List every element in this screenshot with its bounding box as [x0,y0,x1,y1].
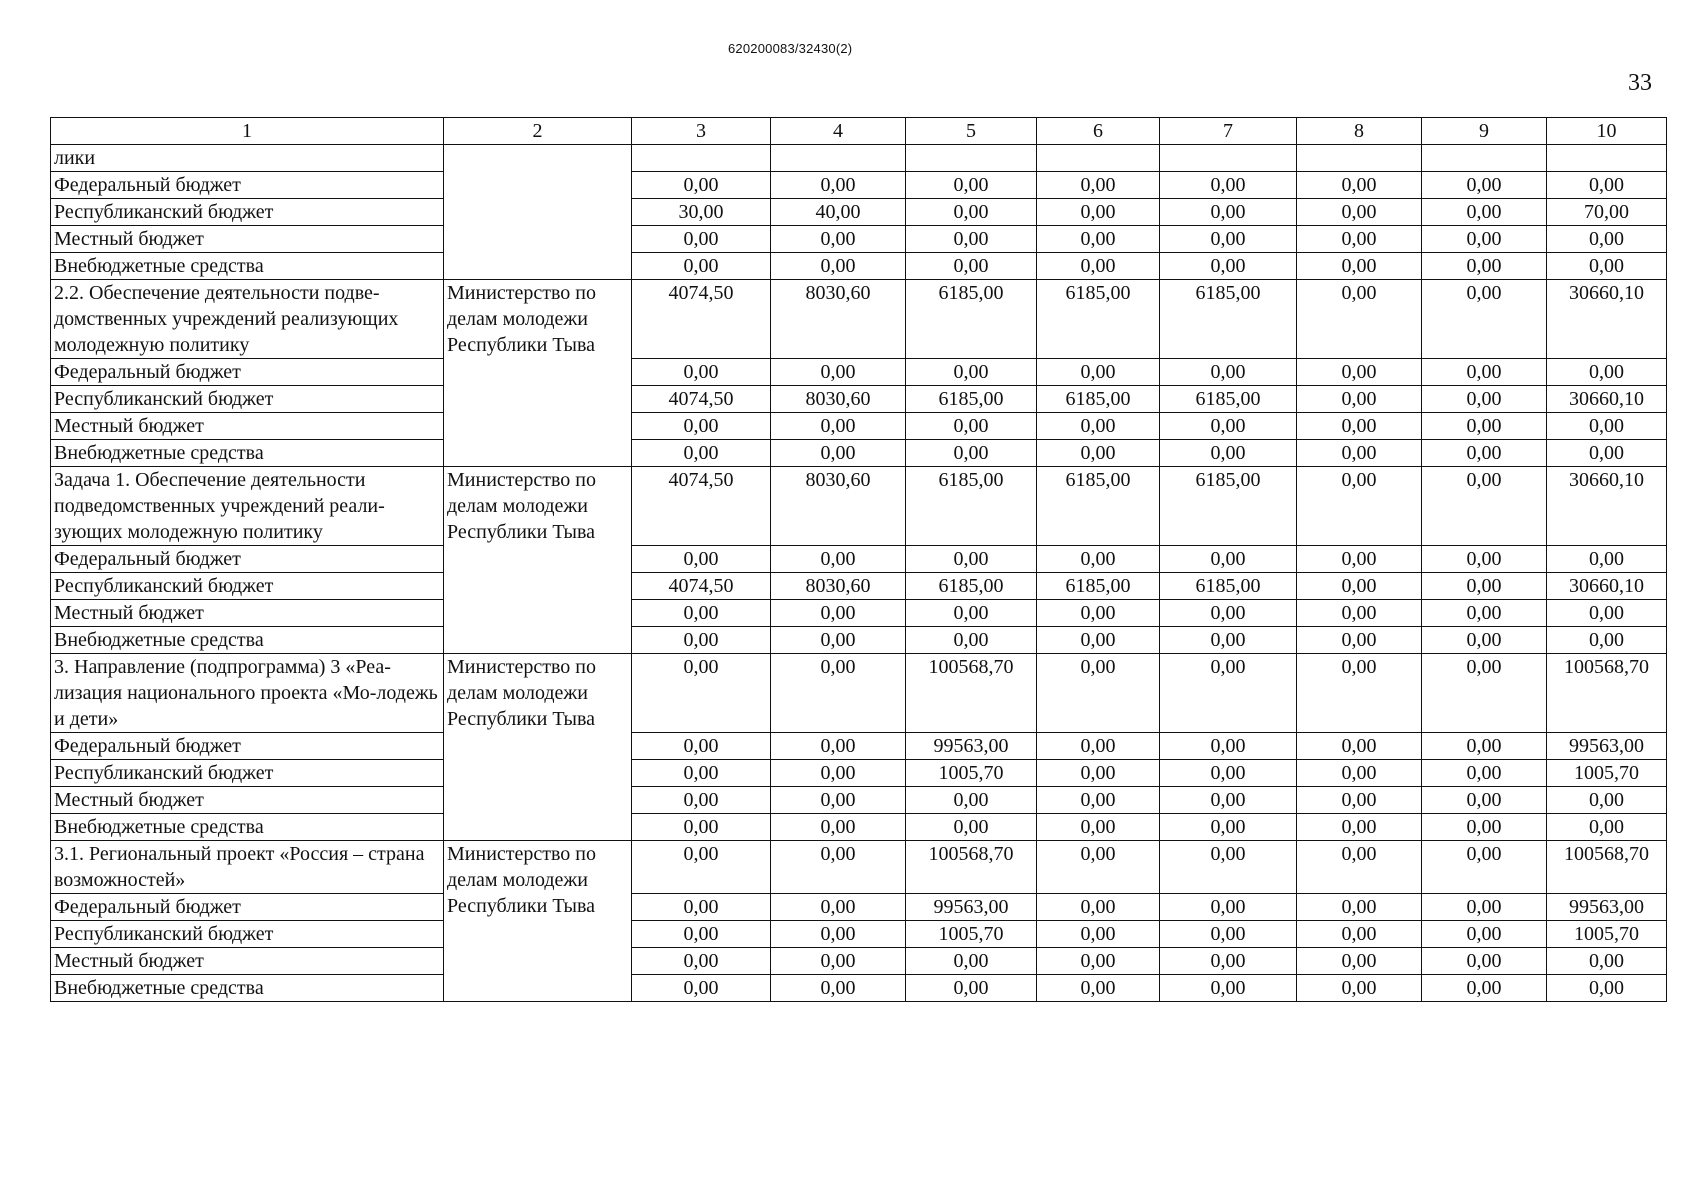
value-cell: 0,00 [632,975,771,1002]
budget-source-cell: Внебюджетные средства [51,440,444,467]
value-cell: 0,00 [1160,948,1297,975]
value-cell: 0,00 [1037,627,1160,654]
value-cell: 0,00 [1297,600,1422,627]
value-cell: 0,00 [1547,226,1667,253]
value-cell: 0,00 [632,921,771,948]
value-cell [1547,145,1667,172]
budget-source-cell: Федеральный бюджет [51,733,444,760]
budget-source-cell: Внебюджетные средства [51,253,444,280]
value-cell: 0,00 [771,894,906,921]
value-cell: 99563,00 [1547,894,1667,921]
table-row [51,975,1667,1002]
value-cell: 0,00 [906,172,1037,199]
value-cell: 0,00 [906,253,1037,280]
value-cell: 0,00 [1160,627,1297,654]
table-row [51,546,1667,573]
table-row [51,814,1667,841]
value-cell: 0,00 [1422,359,1547,386]
value-cell: 0,00 [1160,733,1297,760]
value-cell: 0,00 [771,787,906,814]
value-cell: 0,00 [1422,253,1547,280]
value-cell: 0,00 [1160,172,1297,199]
value-cell: 0,00 [771,921,906,948]
value-cell: 8030,60 [771,386,906,413]
value-cell: 1005,70 [1547,921,1667,948]
value-cell [771,145,906,172]
budget-source-cell: Федеральный бюджет [51,546,444,573]
value-cell: 0,00 [906,199,1037,226]
value-cell: 6185,00 [1160,280,1297,359]
budget-source-cell: Местный бюджет [51,948,444,975]
value-cell: 0,00 [771,359,906,386]
value-cell: 0,00 [1297,467,1422,546]
value-cell: 0,00 [771,413,906,440]
value-cell [1037,145,1160,172]
value-cell: 0,00 [906,440,1037,467]
value-cell: 0,00 [1547,440,1667,467]
value-cell: 100568,70 [906,654,1037,733]
value-cell: 6185,00 [1037,280,1160,359]
value-cell: 0,00 [1037,199,1160,226]
budget-source-cell: Местный бюджет [51,787,444,814]
value-cell: 0,00 [632,654,771,733]
table-row [51,172,1667,199]
value-cell: 99563,00 [906,733,1037,760]
value-cell: 0,00 [771,841,906,894]
budget-source-cell: Республиканский бюджет [51,760,444,787]
value-cell: 0,00 [906,948,1037,975]
value-cell: 99563,00 [906,894,1037,921]
value-cell: 0,00 [1160,600,1297,627]
value-cell: 0,00 [771,440,906,467]
value-cell: 0,00 [906,226,1037,253]
section-title-cell: лики [51,145,444,172]
value-cell: 0,00 [771,253,906,280]
value-cell: 0,00 [1297,440,1422,467]
value-cell: 0,00 [1160,894,1297,921]
value-cell: 0,00 [771,172,906,199]
value-cell: 6185,00 [906,467,1037,546]
value-cell: 1005,70 [906,921,1037,948]
budget-table [50,117,1667,1002]
table-row [51,573,1667,600]
value-cell: 30660,10 [1547,386,1667,413]
table-row [51,600,1667,627]
value-cell: 0,00 [1422,600,1547,627]
value-cell: 6185,00 [1037,467,1160,546]
value-cell: 0,00 [1547,546,1667,573]
value-cell: 0,00 [632,253,771,280]
value-cell: 0,00 [1297,413,1422,440]
value-cell: 0,00 [1422,948,1547,975]
value-cell: 0,00 [1160,253,1297,280]
value-cell: 0,00 [1547,172,1667,199]
budget-source-cell: Республиканский бюджет [51,386,444,413]
value-cell: 0,00 [1547,359,1667,386]
table-row [51,467,1667,546]
value-cell: 0,00 [1037,814,1160,841]
table-row [51,440,1667,467]
value-cell: 0,00 [771,975,906,1002]
value-cell: 0,00 [1422,226,1547,253]
value-cell: 0,00 [1160,921,1297,948]
value-cell: 0,00 [1037,760,1160,787]
value-cell: 0,00 [1422,733,1547,760]
table-row [51,145,1667,172]
value-cell: 0,00 [1037,921,1160,948]
table-row [51,226,1667,253]
value-cell: 0,00 [771,226,906,253]
executor-cell: Министерство по делам молодежи Республики Тыва [444,841,632,1002]
value-cell: 0,00 [1547,948,1667,975]
budget-source-cell: Республиканский бюджет [51,199,444,226]
column-header-row [51,118,1667,145]
value-cell: 0,00 [1037,359,1160,386]
value-cell: 0,00 [771,948,906,975]
table-row [51,841,1667,894]
budget-source-cell: Местный бюджет [51,413,444,440]
value-cell: 0,00 [632,894,771,921]
table-row [51,787,1667,814]
value-cell: 8030,60 [771,573,906,600]
section-title-cell: 3.1. Региональный проект «Россия – страна возможностей» [51,841,444,894]
table-body [51,118,1667,1002]
value-cell: 0,00 [1297,894,1422,921]
value-cell: 0,00 [1297,253,1422,280]
value-cell: 0,00 [1297,841,1422,894]
value-cell: 40,00 [771,199,906,226]
value-cell [1297,145,1422,172]
value-cell: 0,00 [1297,921,1422,948]
value-cell: 1005,70 [906,760,1037,787]
executor-cell: Министерство по делам молодежи Республики Тыва [444,467,632,654]
value-cell: 0,00 [1297,172,1422,199]
column-header: 4 [771,118,906,145]
column-header: 8 [1297,118,1422,145]
table-row [51,359,1667,386]
value-cell: 0,00 [1422,280,1547,359]
value-cell: 0,00 [1037,733,1160,760]
value-cell: 0,00 [1160,199,1297,226]
value-cell: 0,00 [1422,440,1547,467]
column-header: 2 [444,118,632,145]
value-cell: 0,00 [1160,975,1297,1002]
value-cell: 8030,60 [771,467,906,546]
value-cell: 70,00 [1547,199,1667,226]
budget-source-cell: Республиканский бюджет [51,573,444,600]
value-cell: 0,00 [1297,386,1422,413]
value-cell: 0,00 [771,814,906,841]
value-cell: 0,00 [632,760,771,787]
value-cell: 99563,00 [1547,733,1667,760]
value-cell: 0,00 [1037,787,1160,814]
value-cell: 0,00 [906,787,1037,814]
value-cell: 0,00 [771,760,906,787]
value-cell: 4074,50 [632,386,771,413]
value-cell: 0,00 [632,733,771,760]
table-row [51,654,1667,733]
table-row [51,921,1667,948]
value-cell: 0,00 [1160,654,1297,733]
value-cell: 0,00 [1297,546,1422,573]
table-row [51,760,1667,787]
budget-source-cell: Внебюджетные средства [51,975,444,1002]
value-cell: 30660,10 [1547,467,1667,546]
value-cell: 0,00 [1422,172,1547,199]
executor-cell [444,145,632,280]
value-cell: 0,00 [906,359,1037,386]
value-cell: 6185,00 [906,573,1037,600]
budget-source-cell: Внебюджетные средства [51,627,444,654]
column-header: 6 [1037,118,1160,145]
executor-cell: Министерство по делам молодежи Республики Тыва [444,280,632,467]
table-row [51,413,1667,440]
value-cell: 0,00 [906,975,1037,1002]
value-cell: 0,00 [632,600,771,627]
budget-source-cell: Местный бюджет [51,600,444,627]
value-cell: 0,00 [1422,546,1547,573]
value-cell: 0,00 [1037,948,1160,975]
value-cell: 0,00 [1160,841,1297,894]
value-cell: 0,00 [1422,894,1547,921]
value-cell: 0,00 [1422,841,1547,894]
value-cell: 0,00 [1297,280,1422,359]
table-row [51,733,1667,760]
value-cell: 0,00 [1297,226,1422,253]
value-cell: 0,00 [906,600,1037,627]
value-cell: 0,00 [1422,413,1547,440]
value-cell: 0,00 [632,787,771,814]
value-cell: 0,00 [1422,921,1547,948]
value-cell: 0,00 [1547,600,1667,627]
value-cell: 8030,60 [771,280,906,359]
value-cell: 0,00 [1547,814,1667,841]
table-row [51,280,1667,359]
column-header: 9 [1422,118,1547,145]
value-cell: 0,00 [1297,975,1422,1002]
value-cell: 0,00 [632,359,771,386]
value-cell: 0,00 [1160,546,1297,573]
value-cell: 0,00 [1297,787,1422,814]
column-header: 7 [1160,118,1297,145]
value-cell: 0,00 [1297,359,1422,386]
value-cell [632,145,771,172]
value-cell: 0,00 [1547,413,1667,440]
budget-source-cell: Федеральный бюджет [51,894,444,921]
value-cell: 0,00 [632,948,771,975]
value-cell: 0,00 [771,733,906,760]
value-cell: 6185,00 [1160,467,1297,546]
value-cell: 0,00 [632,226,771,253]
value-cell: 0,00 [1547,787,1667,814]
value-cell: 0,00 [1037,440,1160,467]
value-cell: 0,00 [1037,253,1160,280]
value-cell: 0,00 [1422,760,1547,787]
value-cell: 0,00 [1297,199,1422,226]
value-cell: 0,00 [632,546,771,573]
value-cell: 0,00 [1422,573,1547,600]
value-cell: 0,00 [906,814,1037,841]
value-cell: 0,00 [1422,654,1547,733]
value-cell: 0,00 [632,841,771,894]
value-cell: 6185,00 [906,386,1037,413]
page-number: 33 [1628,70,1652,96]
value-cell: 0,00 [1160,814,1297,841]
table-row [51,253,1667,280]
value-cell: 0,00 [1297,627,1422,654]
value-cell: 0,00 [1547,253,1667,280]
value-cell: 0,00 [1160,359,1297,386]
value-cell: 0,00 [1422,386,1547,413]
value-cell: 0,00 [1297,733,1422,760]
value-cell: 0,00 [1037,413,1160,440]
section-title-cell: 2.2. Обеспечение деятельности подве-домственных учреждений реализующих молодежную политику [51,280,444,359]
value-cell: 4074,50 [632,280,771,359]
budget-source-cell: Федеральный бюджет [51,359,444,386]
value-cell: 0,00 [1037,654,1160,733]
column-header: 10 [1547,118,1667,145]
table-row [51,627,1667,654]
value-cell: 0,00 [1160,440,1297,467]
value-cell: 6185,00 [906,280,1037,359]
value-cell: 0,00 [1037,841,1160,894]
value-cell: 6185,00 [1160,386,1297,413]
value-cell [906,145,1037,172]
value-cell: 0,00 [771,654,906,733]
value-cell: 0,00 [1422,975,1547,1002]
value-cell: 0,00 [1422,627,1547,654]
value-cell: 0,00 [1160,413,1297,440]
budget-source-cell: Федеральный бюджет [51,172,444,199]
column-header: 1 [51,118,444,145]
budget-source-cell: Республиканский бюджет [51,921,444,948]
value-cell [1422,145,1547,172]
value-cell: 0,00 [1037,546,1160,573]
table-row [51,948,1667,975]
value-cell: 0,00 [632,172,771,199]
value-cell: 100568,70 [1547,654,1667,733]
value-cell: 0,00 [771,600,906,627]
value-cell: 4074,50 [632,467,771,546]
budget-source-cell: Внебюджетные средства [51,814,444,841]
value-cell: 0,00 [1297,814,1422,841]
value-cell: 0,00 [771,627,906,654]
value-cell: 30660,10 [1547,280,1667,359]
document-id: 620200083/32430(2) [728,41,853,56]
value-cell: 30660,10 [1547,573,1667,600]
value-cell: 0,00 [632,627,771,654]
value-cell: 0,00 [1547,627,1667,654]
value-cell: 100568,70 [906,841,1037,894]
value-cell: 0,00 [1297,573,1422,600]
value-cell: 0,00 [1297,654,1422,733]
value-cell: 0,00 [632,814,771,841]
value-cell: 0,00 [1037,600,1160,627]
table-row [51,199,1667,226]
value-cell: 0,00 [1297,948,1422,975]
value-cell: 0,00 [1422,199,1547,226]
value-cell: 100568,70 [1547,841,1667,894]
value-cell: 6185,00 [1160,573,1297,600]
value-cell: 0,00 [906,413,1037,440]
value-cell: 6185,00 [1037,386,1160,413]
value-cell: 0,00 [1422,467,1547,546]
table-row [51,894,1667,921]
value-cell: 0,00 [1037,894,1160,921]
value-cell: 0,00 [1037,172,1160,199]
value-cell: 6185,00 [1037,573,1160,600]
value-cell: 30,00 [632,199,771,226]
value-cell: 0,00 [1422,814,1547,841]
value-cell: 0,00 [1037,975,1160,1002]
value-cell: 0,00 [1297,760,1422,787]
executor-cell: Министерство по делам молодежи Республики Тыва [444,654,632,841]
value-cell: 1005,70 [1547,760,1667,787]
column-header: 5 [906,118,1037,145]
value-cell: 0,00 [771,546,906,573]
value-cell: 0,00 [632,413,771,440]
value-cell: 0,00 [632,440,771,467]
table-row [51,386,1667,413]
value-cell: 0,00 [906,546,1037,573]
value-cell [1160,145,1297,172]
section-title-cell: 3. Направление (подпрограмма) 3 «Реа-лизация национального проекта «Мо-лодежь и дети» [51,654,444,733]
value-cell: 0,00 [1547,975,1667,1002]
budget-source-cell: Местный бюджет [51,226,444,253]
value-cell: 0,00 [906,627,1037,654]
value-cell: 0,00 [1037,226,1160,253]
column-header: 3 [632,118,771,145]
value-cell: 0,00 [1160,787,1297,814]
value-cell: 0,00 [1422,787,1547,814]
value-cell: 0,00 [1160,226,1297,253]
value-cell: 0,00 [1160,760,1297,787]
value-cell: 4074,50 [632,573,771,600]
section-title-cell: Задача 1. Обеспечение деятельности подведомственных учреждений реали-зующих молодежную политику [51,467,444,546]
